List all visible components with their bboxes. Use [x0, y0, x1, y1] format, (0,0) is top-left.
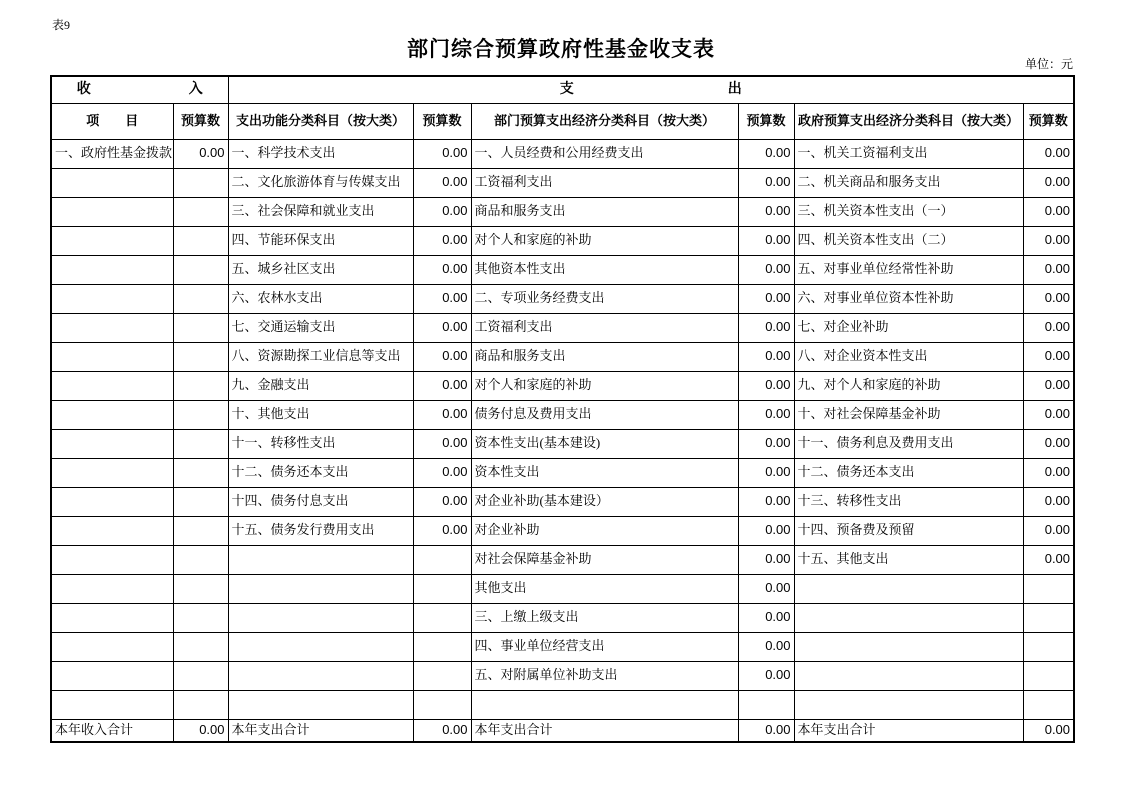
cell-func-budget — [413, 603, 471, 632]
cell-gov-item: 六、对事业单位资本性补助 — [794, 284, 1023, 313]
cell-dept-budget: 0.00 — [738, 487, 794, 516]
cell-gov-budget: 0.00 — [1023, 516, 1074, 545]
cell-gov-item: 十、对社会保障基金补助 — [794, 400, 1023, 429]
cell-dept-item: 一、人员经费和公用经费支出 — [471, 139, 738, 168]
cell-func-total-value: 0.00 — [413, 719, 471, 742]
cell-dept-item — [471, 690, 738, 719]
cell-gov-item: 十五、其他支出 — [794, 545, 1023, 574]
table-row — [51, 487, 1074, 516]
cell-gov-item: 二、机关商品和服务支出 — [794, 168, 1023, 197]
cell-gov-budget: 0.00 — [1023, 342, 1074, 371]
cell-income-item — [51, 690, 173, 719]
cell-gov-item — [794, 574, 1023, 603]
table-row — [51, 516, 1074, 545]
cell-income-budget — [173, 400, 228, 429]
cell-income-budget — [173, 342, 228, 371]
cell-func-item: 四、节能环保支出 — [228, 226, 413, 255]
cell-dept-budget: 0.00 — [738, 284, 794, 313]
table-row — [51, 284, 1074, 313]
cell-func-budget: 0.00 — [413, 342, 471, 371]
table-row — [51, 603, 1074, 632]
cell-gov-item: 十二、债务还本支出 — [794, 458, 1023, 487]
cell-income-item — [51, 197, 173, 226]
cell-func-item — [228, 632, 413, 661]
expense-group-header: 支 出 — [228, 76, 1074, 103]
unit-note: 单位：元 — [1024, 57, 1073, 71]
cell-dept-budget: 0.00 — [738, 429, 794, 458]
table-row — [51, 342, 1074, 371]
cell-func-budget: 0.00 — [413, 255, 471, 284]
cell-func-budget: 0.00 — [413, 429, 471, 458]
cell-func-item: 九、金融支出 — [228, 371, 413, 400]
cell-gov-item: 十三、转移性支出 — [794, 487, 1023, 516]
table-row — [51, 197, 1074, 226]
cell-func-budget: 0.00 — [413, 168, 471, 197]
cell-dept-budget — [738, 690, 794, 719]
cell-func-item: 五、城乡社区支出 — [228, 255, 413, 284]
cell-dept-budget: 0.00 — [738, 197, 794, 226]
column-header-row — [51, 103, 1074, 139]
cell-func-budget: 0.00 — [413, 400, 471, 429]
cell-func-item — [228, 661, 413, 690]
cell-income-item — [51, 400, 173, 429]
cell-dept-budget: 0.00 — [738, 371, 794, 400]
cell-func-budget: 0.00 — [413, 313, 471, 342]
cell-income-item — [51, 516, 173, 545]
col-header-gov-econ-category: 政府预算支出经济分类科目（按大类） — [794, 103, 1023, 139]
cell-gov-item: 五、对事业单位经常性补助 — [794, 255, 1023, 284]
cell-func-item: 十四、债务付息支出 — [228, 487, 413, 516]
cell-gov-budget: 0.00 — [1023, 139, 1074, 168]
cell-gov-total-label: 本年支出合计 — [794, 719, 1023, 742]
table-row — [51, 313, 1074, 342]
cell-dept-budget: 0.00 — [738, 632, 794, 661]
cell-dept-budget: 0.00 — [738, 313, 794, 342]
cell-dept-budget: 0.00 — [738, 226, 794, 255]
cell-gov-item — [794, 603, 1023, 632]
cell-dept-item: 四、事业单位经营支出 — [471, 632, 738, 661]
cell-func-budget — [413, 661, 471, 690]
cell-income-total-label: 本年收入合计 — [51, 719, 173, 742]
cell-func-total-label: 本年支出合计 — [228, 719, 413, 742]
cell-income-item — [51, 661, 173, 690]
cell-dept-item: 债务付息及费用支出 — [471, 400, 738, 429]
cell-gov-item: 四、机关资本性支出（二） — [794, 226, 1023, 255]
cell-func-item: 十二、债务还本支出 — [228, 458, 413, 487]
cell-gov-budget: 0.00 — [1023, 168, 1074, 197]
cell-income-budget — [173, 371, 228, 400]
cell-income-budget — [173, 313, 228, 342]
page-title: 部门综合预算政府性基金收支表 — [407, 37, 715, 61]
cell-income-item — [51, 545, 173, 574]
col-header-budget-dept: 预算数 — [738, 103, 794, 139]
table-row — [51, 255, 1074, 284]
cell-gov-budget — [1023, 603, 1074, 632]
cell-income-budget — [173, 690, 228, 719]
cell-gov-item: 三、机关资本性支出（一） — [794, 197, 1023, 226]
cell-dept-item: 其他支出 — [471, 574, 738, 603]
cell-dept-item: 其他资本性支出 — [471, 255, 738, 284]
cell-func-budget — [413, 545, 471, 574]
cell-dept-item: 五、对附属单位补助支出 — [471, 661, 738, 690]
cell-dept-item: 对个人和家庭的补助 — [471, 371, 738, 400]
cell-income-budget: 0.00 — [173, 139, 228, 168]
cell-income-budget — [173, 458, 228, 487]
table-row — [51, 371, 1074, 400]
cell-dept-budget: 0.00 — [738, 458, 794, 487]
cell-income-budget — [173, 197, 228, 226]
cell-func-item — [228, 603, 413, 632]
cell-income-budget — [173, 603, 228, 632]
cell-income-item — [51, 429, 173, 458]
cell-func-item: 十一、转移性支出 — [228, 429, 413, 458]
cell-gov-budget: 0.00 — [1023, 371, 1074, 400]
cell-dept-item: 商品和服务支出 — [471, 342, 738, 371]
cell-gov-budget: 0.00 — [1023, 226, 1074, 255]
cell-gov-budget: 0.00 — [1023, 458, 1074, 487]
cell-dept-item: 对社会保障基金补助 — [471, 545, 738, 574]
col-header-item: 项 目 — [51, 103, 173, 139]
cell-income-budget — [173, 661, 228, 690]
cell-func-budget: 0.00 — [413, 487, 471, 516]
col-header-budget-func: 预算数 — [413, 103, 471, 139]
table-row — [51, 545, 1074, 574]
cell-dept-item: 工资福利支出 — [471, 313, 738, 342]
cell-income-budget — [173, 168, 228, 197]
cell-gov-item — [794, 632, 1023, 661]
table-row — [51, 168, 1074, 197]
cell-income-item — [51, 342, 173, 371]
cell-func-item: 八、资源勘探工业信息等支出 — [228, 342, 413, 371]
cell-dept-item: 三、上缴上级支出 — [471, 603, 738, 632]
col-header-dept-econ-category: 部门预算支出经济分类科目（按大类） — [471, 103, 738, 139]
cell-gov-budget: 0.00 — [1023, 255, 1074, 284]
cell-income-item — [51, 603, 173, 632]
cell-income-budget — [173, 632, 228, 661]
cell-dept-budget: 0.00 — [738, 400, 794, 429]
cell-gov-item: 七、对企业补助 — [794, 313, 1023, 342]
cell-income-budget — [173, 226, 228, 255]
cell-dept-total-value: 0.00 — [738, 719, 794, 742]
cell-income-item — [51, 255, 173, 284]
cell-income-item — [51, 313, 173, 342]
cell-gov-item — [794, 661, 1023, 690]
cell-dept-budget: 0.00 — [738, 342, 794, 371]
cell-dept-total-label: 本年支出合计 — [471, 719, 738, 742]
cell-income-budget — [173, 429, 228, 458]
cell-func-item: 三、社会保障和就业支出 — [228, 197, 413, 226]
cell-func-budget: 0.00 — [413, 284, 471, 313]
table-row — [51, 574, 1074, 603]
cell-gov-item: 一、机关工资福利支出 — [794, 139, 1023, 168]
cell-income-item — [51, 168, 173, 197]
table-number-label: 表9 — [52, 18, 71, 32]
table-row — [51, 139, 1074, 168]
cell-func-item: 六、农林水支出 — [228, 284, 413, 313]
cell-gov-budget: 0.00 — [1023, 487, 1074, 516]
cell-func-budget: 0.00 — [413, 226, 471, 255]
cell-gov-budget — [1023, 632, 1074, 661]
cell-income-budget — [173, 545, 228, 574]
col-header-budget-gov: 预算数 — [1023, 103, 1074, 139]
cell-gov-budget: 0.00 — [1023, 429, 1074, 458]
cell-dept-item: 工资福利支出 — [471, 168, 738, 197]
cell-gov-budget — [1023, 661, 1074, 690]
cell-gov-budget: 0.00 — [1023, 400, 1074, 429]
cell-gov-item: 八、对企业资本性支出 — [794, 342, 1023, 371]
cell-gov-budget — [1023, 690, 1074, 719]
cell-gov-item: 十一、债务利息及费用支出 — [794, 429, 1023, 458]
cell-dept-budget: 0.00 — [738, 255, 794, 284]
cell-dept-item: 资本性支出(基本建设) — [471, 429, 738, 458]
cell-income-item — [51, 574, 173, 603]
cell-func-item: 二、文化旅游体育与传媒支出 — [228, 168, 413, 197]
cell-func-item: 十、其他支出 — [228, 400, 413, 429]
table-body — [51, 139, 1074, 719]
table-row — [51, 632, 1074, 661]
cell-dept-budget: 0.00 — [738, 574, 794, 603]
cell-income-budget — [173, 574, 228, 603]
cell-dept-item: 对企业补助 — [471, 516, 738, 545]
cell-dept-budget: 0.00 — [738, 603, 794, 632]
cell-gov-item: 九、对个人和家庭的补助 — [794, 371, 1023, 400]
cell-gov-item — [794, 690, 1023, 719]
cell-dept-item: 对个人和家庭的补助 — [471, 226, 738, 255]
cell-income-item — [51, 487, 173, 516]
cell-gov-budget: 0.00 — [1023, 313, 1074, 342]
cell-func-item: 一、科学技术支出 — [228, 139, 413, 168]
cell-dept-item: 二、专项业务经费支出 — [471, 284, 738, 313]
cell-income-budget — [173, 255, 228, 284]
cell-gov-budget — [1023, 574, 1074, 603]
cell-func-budget — [413, 574, 471, 603]
income-group-header: 收 入 — [51, 76, 228, 103]
table-row — [51, 661, 1074, 690]
cell-income-item — [51, 458, 173, 487]
cell-income-item — [51, 371, 173, 400]
cell-dept-budget: 0.00 — [738, 516, 794, 545]
group-header-row — [51, 76, 1074, 103]
cell-func-budget: 0.00 — [413, 371, 471, 400]
col-header-budget-income: 预算数 — [173, 103, 228, 139]
totals-row — [51, 719, 1074, 742]
cell-gov-budget: 0.00 — [1023, 284, 1074, 313]
table-row — [51, 226, 1074, 255]
cell-income-item: 一、政府性基金拨款 — [51, 139, 173, 168]
col-header-func-category: 支出功能分类科目（按大类） — [228, 103, 413, 139]
cell-income-total-value: 0.00 — [173, 719, 228, 742]
cell-income-item — [51, 284, 173, 313]
cell-func-item — [228, 690, 413, 719]
cell-func-budget: 0.00 — [413, 139, 471, 168]
cell-func-budget: 0.00 — [413, 197, 471, 226]
cell-func-budget — [413, 690, 471, 719]
cell-func-item — [228, 545, 413, 574]
cell-func-budget: 0.00 — [413, 516, 471, 545]
cell-func-item — [228, 574, 413, 603]
cell-income-budget — [173, 284, 228, 313]
cell-func-budget — [413, 632, 471, 661]
cell-func-item: 七、交通运输支出 — [228, 313, 413, 342]
cell-income-budget — [173, 487, 228, 516]
cell-gov-total-value: 0.00 — [1023, 719, 1074, 742]
table-row — [51, 400, 1074, 429]
cell-func-item: 十五、债务发行费用支出 — [228, 516, 413, 545]
cell-income-item — [51, 226, 173, 255]
cell-dept-budget: 0.00 — [738, 545, 794, 574]
table-row — [51, 429, 1074, 458]
cell-dept-budget: 0.00 — [738, 168, 794, 197]
cell-dept-budget: 0.00 — [738, 139, 794, 168]
cell-gov-budget: 0.00 — [1023, 197, 1074, 226]
cell-dept-item: 对企业补助(基本建设） — [471, 487, 738, 516]
table-row — [51, 458, 1074, 487]
cell-dept-item: 商品和服务支出 — [471, 197, 738, 226]
cell-gov-budget: 0.00 — [1023, 545, 1074, 574]
table-row — [51, 690, 1074, 719]
cell-dept-item: 资本性支出 — [471, 458, 738, 487]
cell-income-item — [51, 632, 173, 661]
budget-table — [50, 75, 1075, 743]
cell-income-budget — [173, 516, 228, 545]
cell-func-budget: 0.00 — [413, 458, 471, 487]
cell-gov-item: 十四、预备费及预留 — [794, 516, 1023, 545]
cell-dept-budget: 0.00 — [738, 661, 794, 690]
